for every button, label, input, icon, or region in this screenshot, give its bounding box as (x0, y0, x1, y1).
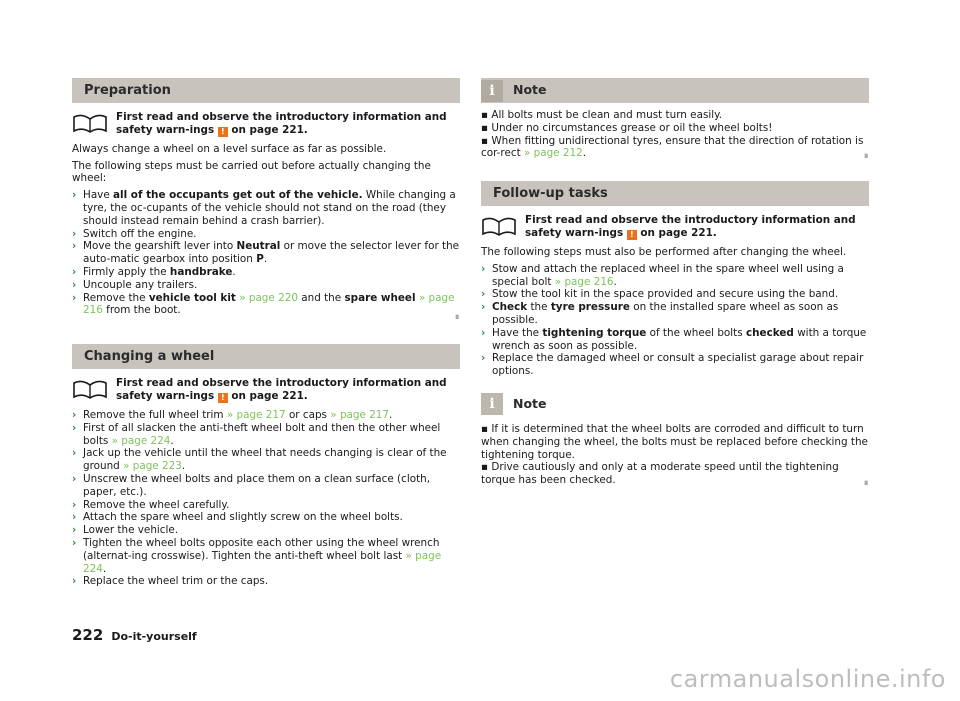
chevron-icon: › (72, 524, 77, 537)
note-header (481, 392, 869, 417)
safety-reference (72, 377, 460, 403)
info-icon: i (481, 80, 503, 102)
list-item: › First of all slacken the anti-theft wheel bolt and then the other wheel bolts » page 224. (72, 421, 441, 447)
chevron-icon: › (72, 536, 77, 549)
paragraph: Always change a wheel on a level surface as far as possible. (72, 142, 387, 155)
list-item: › Replace the wheel trim or the caps. (72, 575, 269, 588)
safety-reference (72, 111, 460, 137)
chevron-icon: › (72, 240, 77, 253)
chevron-icon: › (72, 227, 77, 240)
section-end-icon: ∎ (863, 477, 869, 488)
chevron-icon: › (72, 291, 77, 304)
page-link[interactable]: » page 217 (330, 408, 390, 421)
safety-reference-text: First read and observe the introductory information and safety warn-ings ! on page 221. (116, 111, 447, 136)
list-item: › Jack up the vehicle until the wheel that needs changing is clear of the ground » page 223. (72, 447, 447, 473)
safety-reference (481, 214, 869, 240)
section-title-follow-up: Follow-up tasks (481, 181, 869, 206)
chevron-icon: › (481, 288, 486, 301)
right-column (481, 78, 869, 488)
list-item: › Uncouple any trailers. (72, 278, 198, 291)
chevron-icon: › (72, 278, 77, 291)
chevron-icon: › (72, 498, 77, 511)
open-book-icon (72, 379, 112, 403)
paragraph: The following steps must be carried out before actually changing the wheel: (72, 159, 431, 185)
step-list (481, 263, 869, 378)
chevron-icon: › (72, 575, 77, 588)
chevron-icon: › (72, 447, 77, 460)
warning-icon: ! (218, 127, 228, 137)
chevron-icon: › (72, 265, 77, 278)
left-column (72, 78, 460, 592)
warning-icon: ! (218, 393, 228, 403)
step-list (72, 189, 460, 317)
list-item: ▪ Under no circumstances grease or oil the wheel bolts! (481, 121, 773, 134)
list-item: › Tighten the wheel bolts opposite each other using the wheel wrench (alternat-ing crosswise). Tighten the anti-theft wheel bolt last » page 224. (72, 536, 442, 575)
list-item: › Have all of the occupants get out of the vehicle. While changing a tyre, the oc-cupants of the vehicle should not stand on the road (they should instead remain behind a crash barrier). (72, 189, 456, 227)
page-link[interactable]: » page 224 (111, 434, 171, 447)
list-item: ▪ Drive cautiously and only at a moderate speed until the tightening torque has been checked. (481, 461, 839, 487)
info-icon: i (481, 393, 503, 415)
safety-reference-text: First read and observe the introductory information and safety warn-ings ! on page 221. (525, 214, 856, 239)
paragraph: The following steps must also be performed after changing the wheel. (481, 245, 847, 258)
section-end-icon: ∎ (863, 151, 869, 162)
section-title-preparation: Preparation (72, 78, 460, 103)
chevron-icon: › (72, 511, 77, 524)
list-item: › Stow the tool kit in the space provided and secure using the band. (481, 288, 839, 301)
list-item: › Replace the damaged wheel or consult a specialist garage about repair options. (481, 352, 864, 378)
note-title: Note (513, 82, 547, 98)
page-link[interactable]: » page 224 (83, 549, 442, 575)
chevron-icon: › (481, 301, 486, 314)
page-link[interactable]: » page 220 (239, 291, 298, 304)
step-list (72, 409, 460, 588)
list-item: ▪ If it is determined that the wheel bolts are corroded and difficult to turn when changing the wheel, the bolts must be replaced before checking the tightening torque. (481, 422, 868, 461)
list-item: › Stow and attach the replaced wheel in the spare wheel well using a special bolt » page 216. (481, 262, 844, 288)
page-footer (72, 626, 197, 644)
page-link[interactable]: » page 216 (83, 291, 455, 317)
footer-section-title: Do-it-yourself (111, 630, 197, 643)
chevron-icon: › (72, 408, 77, 421)
section-title-changing-wheel: Changing a wheel (72, 344, 460, 369)
section-end-icon: ∎ (454, 312, 460, 323)
note-header (481, 78, 869, 103)
note-list (481, 423, 869, 487)
chevron-icon: › (481, 326, 486, 339)
list-item: › Check the tyre pressure on the installed spare wheel as soon as possible. (481, 301, 839, 326)
list-item: ▪ All bolts must be clean and must turn easily. (481, 109, 723, 121)
list-item: › Lower the vehicle. (72, 524, 179, 537)
list-item: › Attach the spare wheel and slightly screw on the wheel bolts. (72, 511, 403, 524)
page-link[interactable]: » page 212 (523, 147, 583, 160)
page-number: 222 (72, 626, 104, 644)
list-item: › Switch off the engine. (72, 227, 197, 240)
page-link[interactable]: » page 217 (226, 408, 286, 421)
list-item: › Move the gearshift lever into Neutral or move the selector lever for the auto-matic gearbox into position P. (72, 240, 460, 266)
open-book-icon (481, 216, 521, 240)
list-item: › Unscrew the wheel bolts and place them on a clean surface (cloth, paper, etc.). (72, 472, 431, 498)
list-item: › Remove the vehicle tool kit » page 220 and the spare wheel » page 216 from the boot. (72, 291, 455, 317)
list-item: › Have the tightening torque of the wheel bolts checked with a torque wrench as soon as possible. (481, 326, 867, 352)
chevron-icon: › (72, 189, 77, 202)
list-item: ▪ When fitting unidirectional tyres, ensure that the direction of rotation is cor-rect » page 212. (481, 134, 864, 160)
open-book-icon (72, 113, 112, 137)
list-item: › Firmly apply the handbrake. (72, 265, 236, 278)
safety-reference-text: First read and observe the introductory information and safety warn-ings ! on page 221. (116, 377, 447, 402)
chevron-icon: › (72, 421, 77, 434)
page-link[interactable]: » page 216 (554, 275, 614, 288)
chevron-icon: › (481, 262, 486, 275)
watermark: carmanualsonline.info (669, 665, 946, 693)
list-item: › Remove the full wheel trim » page 217 or caps » page 217. (72, 408, 393, 421)
note-title: Note (513, 396, 547, 412)
list-item: › Remove the wheel carefully. (72, 498, 230, 511)
page-link[interactable]: » page 223 (123, 460, 182, 473)
chevron-icon: › (481, 352, 486, 365)
warning-icon: ! (627, 230, 637, 240)
chevron-icon: › (72, 472, 77, 485)
